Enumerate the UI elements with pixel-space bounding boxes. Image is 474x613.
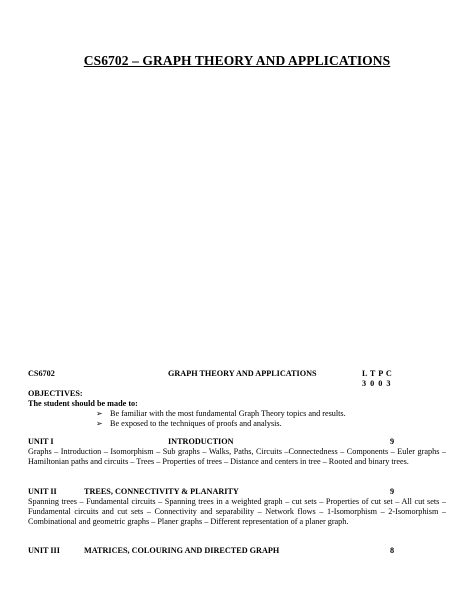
ltpc-label: L T P C	[362, 369, 392, 378]
objective-item	[96, 419, 282, 428]
arrow-bullet-icon: ➢	[96, 409, 103, 418]
objectives-heading: OBJECTIVES:	[28, 389, 83, 398]
unit-hours: 9	[390, 437, 395, 446]
arrow-bullet-icon: ➢	[96, 419, 103, 428]
objective-item	[96, 409, 346, 418]
course-code: CS6702	[28, 369, 55, 378]
ltpc-values: 3 0 0 3	[362, 379, 391, 388]
unit-hours: 8	[390, 546, 395, 555]
unit-title: INTRODUCTION	[168, 437, 234, 446]
unit-label: UNIT II	[28, 487, 57, 496]
unit-title: TREES, CONNECTIVITY & PLANARITY	[84, 487, 239, 496]
unit-title: MATRICES, COLOURING AND DIRECTED GRAPH	[84, 546, 280, 555]
unit-label: UNIT III	[28, 546, 60, 555]
unit-content: Graphs – Introduction – Isomorphism – Sub graphs – Walks, Paths, Circuits –Connectedness – Components – Euler graphs – Hamiltonian paths and circuits – Trees – Properties of trees – Distance and centers in tree – Rooted and binary trees.	[28, 447, 446, 467]
unit-label: UNIT I	[28, 437, 54, 446]
objectives-intro: The student should be made to:	[28, 399, 138, 408]
course-title: GRAPH THEORY AND APPLICATIONS	[168, 369, 317, 378]
objective-text: Be familiar with the most fundamental Graph Theory topics and results.	[110, 409, 346, 418]
unit-content: Spanning trees – Fundamental circuits – Spanning trees in a weighted graph – cut sets – Properties of cut set – All cut sets – Fundamental circuits and cut sets – Connectivity and separability – Network flows – 1-Isomorphism – 2-Isomorphism – Combinational and geometric graphs – Planer graphs – Different representation of a planer graph.	[28, 497, 446, 527]
objective-text: Be exposed to the techniques of proofs and analysis.	[110, 419, 282, 428]
document-title: CS6702 – GRAPH THEORY AND APPLICATIONS	[83, 53, 391, 68]
unit-hours: 9	[390, 487, 395, 496]
